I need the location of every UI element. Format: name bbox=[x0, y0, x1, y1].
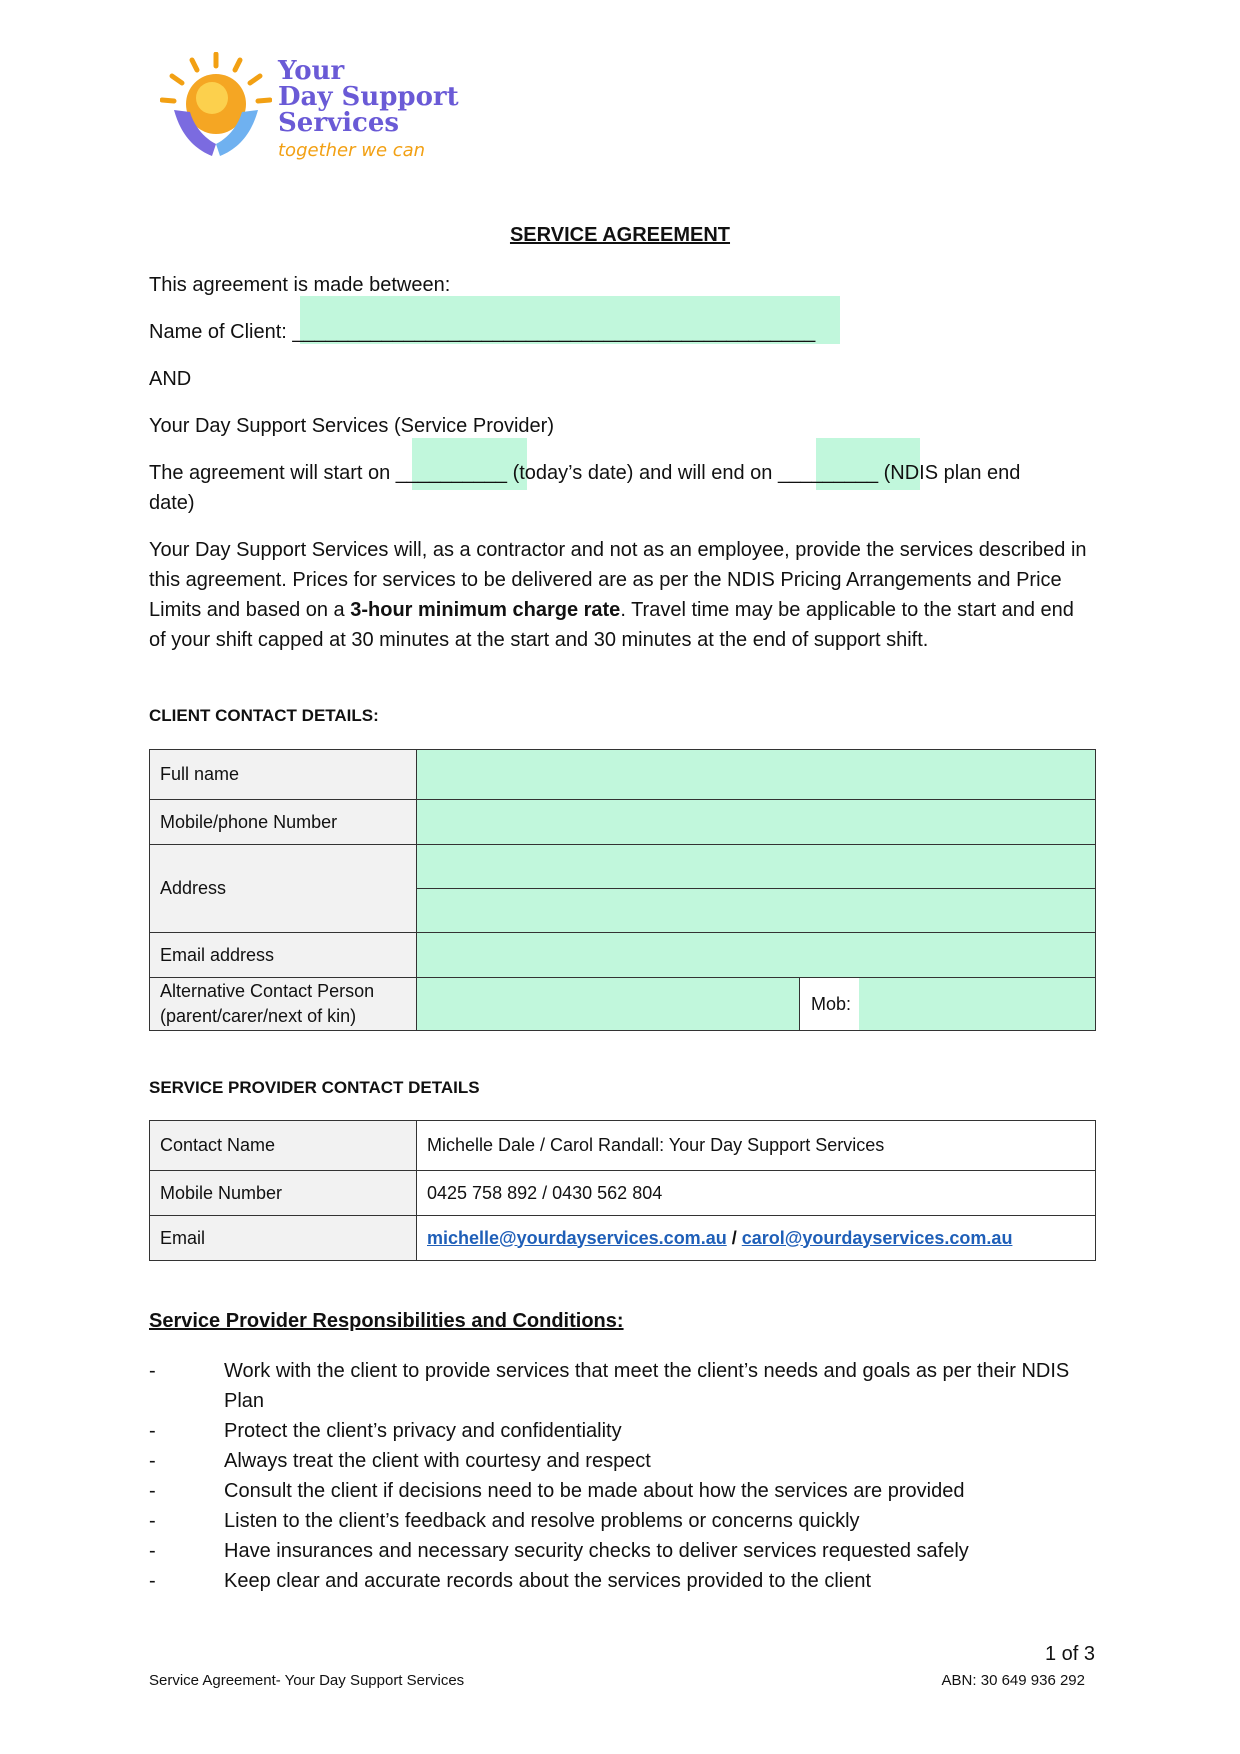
list-item-text: Consult the client if decisions need to be made about how the services are provided bbox=[224, 1480, 965, 1502]
email-input[interactable] bbox=[417, 933, 1096, 978]
client-name-input[interactable]: _______________________________________________ bbox=[292, 321, 816, 343]
list-item-text: Keep clear and accurate records about the services provided to the client bbox=[224, 1570, 872, 1592]
list-dash: - bbox=[149, 1510, 156, 1532]
mid-text: (today’s date) and will end on bbox=[512, 462, 773, 484]
client-details-table bbox=[149, 749, 1096, 1031]
end-date-input[interactable]: _________ bbox=[777, 462, 879, 484]
list-dash: - bbox=[149, 1570, 156, 1592]
provider-email-value bbox=[417, 1216, 1096, 1261]
list-item bbox=[149, 1536, 1096, 1566]
alt-contact-input[interactable] bbox=[417, 978, 800, 1030]
start-text: The agreement will start on bbox=[149, 462, 391, 484]
end-text: (NDIS plan end bbox=[883, 462, 1021, 484]
list-item bbox=[149, 1566, 1096, 1596]
agreement-paragraph bbox=[149, 535, 1094, 655]
dates-line bbox=[149, 458, 1020, 488]
list-item bbox=[149, 1356, 1096, 1416]
logo-tagline: together we can bbox=[278, 140, 426, 161]
alt-contact-label-line-2: (parent/carer/next of kin) bbox=[160, 1006, 357, 1026]
alt-contact-cell bbox=[417, 978, 1096, 1031]
mob-label: Mob: bbox=[811, 994, 852, 1014]
intro-text: This agreement is made between: bbox=[149, 274, 451, 296]
mobile-number-label: Mobile Number bbox=[150, 1171, 417, 1216]
list-item-text: Protect the client’s privacy and confidentiality bbox=[224, 1420, 622, 1442]
phone-input[interactable] bbox=[417, 800, 1096, 845]
responsibilities-heading: Service Provider Responsibilities and Conditions: bbox=[149, 1310, 624, 1332]
list-item-text: Listen to the client’s feedback and resolve problems or concerns quickly bbox=[224, 1510, 860, 1532]
logo-line-1: Your bbox=[278, 56, 345, 86]
alt-contact-label bbox=[150, 978, 417, 1031]
list-dash: - bbox=[149, 1360, 156, 1382]
list-item bbox=[149, 1476, 1096, 1506]
footer-left: Service Agreement- Your Day Support Services bbox=[149, 1672, 465, 1689]
list-item-text: Always treat the client with courtesy and respect bbox=[224, 1450, 651, 1472]
address-input-2[interactable] bbox=[417, 889, 1096, 933]
footer-abn: ABN: 30 649 936 292 bbox=[941, 1672, 1085, 1689]
full-name-label: Full name bbox=[150, 750, 417, 800]
contact-name-value: Michelle Dale / Carol Randall: Your Day Support Services bbox=[417, 1121, 1096, 1171]
list-dash: - bbox=[149, 1540, 156, 1562]
list-dash: - bbox=[149, 1420, 156, 1442]
list-item bbox=[149, 1416, 1096, 1446]
logo-line-3: Services bbox=[278, 108, 400, 138]
start-date-input[interactable]: __________ bbox=[395, 462, 508, 484]
provider-details-table bbox=[149, 1120, 1096, 1261]
logo bbox=[160, 48, 480, 168]
email-separator: / bbox=[731, 1227, 737, 1248]
paragraph-bold: 3-hour minimum charge rate bbox=[350, 599, 621, 621]
alt-contact-label-line-1: Alternative Contact Person bbox=[160, 981, 375, 1001]
mobile-number-value: 0425 758 892 / 0430 562 804 bbox=[417, 1171, 1096, 1216]
phone-label: Mobile/phone Number bbox=[150, 800, 417, 845]
and-text: AND bbox=[149, 368, 192, 390]
paragraph-part-2: . Travel time may be applicable to the start and end of your shift capped at 30 minutes at the start and 30 minutes at the end of support shift. bbox=[149, 599, 1074, 651]
responsibilities-list bbox=[149, 1356, 1096, 1596]
page-title: SERVICE AGREEMENT bbox=[509, 224, 731, 246]
provider-email-label: Email bbox=[150, 1216, 417, 1261]
mob-input[interactable] bbox=[859, 978, 1095, 1030]
logo-line-2: Day Support bbox=[278, 82, 459, 112]
list-item-text: Have insurances and necessary security checks to deliver services requested safely bbox=[224, 1540, 969, 1562]
provider-section-heading: SERVICE PROVIDER CONTACT DETAILS bbox=[149, 1078, 480, 1097]
email-link-michelle[interactable]: michelle@yourdayservices.com.au bbox=[427, 1227, 727, 1248]
list-dash: - bbox=[149, 1480, 156, 1502]
client-name-label: Name of Client: bbox=[149, 321, 287, 343]
list-item bbox=[149, 1506, 1096, 1536]
client-name-line bbox=[149, 317, 815, 347]
list-item-text: Work with the client to provide services that meet the client’s needs and goals as per their NDIS Plan bbox=[224, 1360, 1070, 1412]
address-input-1[interactable] bbox=[417, 845, 1096, 889]
address-label: Address bbox=[150, 845, 417, 933]
sun-hands-icon bbox=[160, 52, 272, 162]
full-name-input[interactable] bbox=[417, 750, 1096, 800]
email-label: Email address bbox=[150, 933, 417, 978]
email-link-carol[interactable]: carol@yourdayservices.com.au bbox=[741, 1227, 1013, 1248]
list-dash: - bbox=[149, 1450, 156, 1472]
list-item bbox=[149, 1446, 1096, 1476]
client-section-heading: CLIENT CONTACT DETAILS: bbox=[149, 706, 379, 725]
provider-line: Your Day Support Services (Service Provider) bbox=[149, 415, 554, 437]
contact-name-label: Contact Name bbox=[150, 1121, 417, 1171]
page-number: 1 of 3 bbox=[1044, 1643, 1095, 1665]
paragraph-part-1: Your Day Support Services will, as a contractor and not as an employee, provide the services described in this agreement. Prices for services to be delivered are as per the NDIS Pricing Arrangements and Price Limits and based on a bbox=[149, 539, 1087, 621]
dates-line-2: date) bbox=[149, 492, 195, 514]
